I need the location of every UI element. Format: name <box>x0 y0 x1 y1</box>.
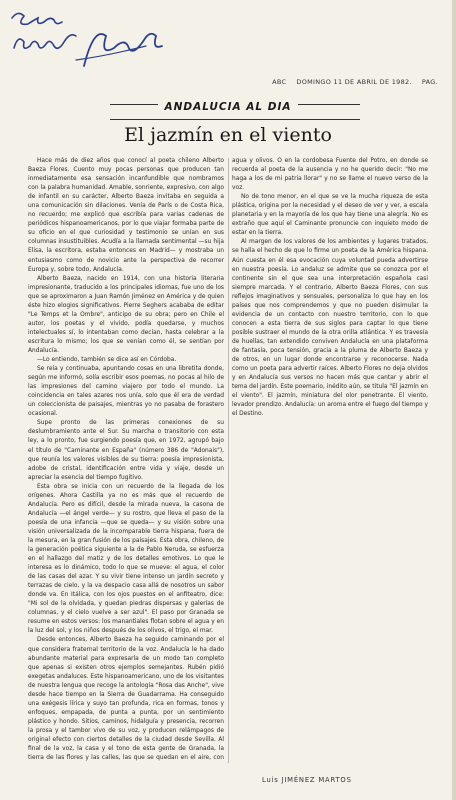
paragraph: Desde entonces, Alberto Baeza ha seguido caminando por el que considera fraternal territorio de la voz. Andalucía le ha dado abundante material para expresarla de un modo tan completo que apenas si existen otros ejemplos semejantes. Rubén pidió exegetas andaluces. Este hispanoamericano, uno de los visitantes de nuestra lengua que recoge la antología "Rosa das Anche", vive desde hace tiempo en la Sierra de Guadarrama. Ha conseguido una exégesis lírica y suyo tan profunda, rica en formas, tonos y enfoques, empapada, de punta a punta, por un sentimiento plástico y hondo. Sitios, caminos, hidalguía y presencia, recorren la prosa y el tambor vivo de su voz, y producen relámpagos de original efecto con ciertos detalles de la ciudad desde Sevilla. Al final de la voz, la casa y el tono de esta gente de Granada, la tierra de las flores y las calles, las que se quedan en el aire, con agua y olivos. O en la cordobesa Fuente del Potro, en donde se recuerda al poeta de la ausencia y no he querido decir: "No me haga a los de mi patria llorar" y no se llame el nuevo verso de la voz. <box>28 156 428 762</box>
handwritten-dedication <box>6 6 166 76</box>
publication-name: ABC <box>272 78 287 86</box>
section-heading <box>0 101 456 113</box>
paragraph: Supe pronto de las primeras conexiones de su deslumbramiento ante el Sur. Su marcha o transitorio con esta ley, a lo pronto, fue surgiendo poesía que, en 1972, agrupó bajo el título de "Caminante en España" (número 386 de "Adonais"), que reunía los valores visibles de su tierra: poesía impresionista, adobe de cristal, identificación entre vida y viaje, desde un apreciar la esencia del tiempo fugitivo. <box>28 418 224 481</box>
article-headline: El jazmín en el viento <box>124 124 332 146</box>
paragraph: Se reía y continuaba, apuntando cosas en una libretita donde, según me informó, solía escribir esos poemas, no pocas al hilo de las impresiones del camino viajero por todo el mundo. La coincidencia en tales azares nos unía, solo que él era de verdad un coleccionista de paisajes, mientras yo no pasaba de forastero ocasional. <box>28 364 224 418</box>
paragraph: Esta obra se inicia con un recuerdo de la llegada de los orígenes. Ahora Castilla ya no es más que el recuerdo de Andalucía. Pero es difícil, desde la mirada nueva, la casona de Andalucía —el ángel verde— y su rostro, que lleva el paso de la poesía de una infancia —que se queda— y su visión sobre una visión universalizada de la incomparable tierra hispana, fuera de la mesura, en la gran fusión de los paisajes. Esta obra, chileno, de la generación poética siguiente a la de Pablo Neruda, se esfuerza en el hallazgo del matiz y de los detalles emotivos. Lo que le interesa es lo dinámico, todo lo que se mueve: el agua, el color de las casas del azar. Y su vivir tiene intenso un jardín secreto y terrazas de cielo, y la va despacio casa allá de nosotros un sabor donde va. En Itálica, con los ojos puestos en el anfiteatro, dice: "Mi sol de la olvidada, y quedan piedras dispersas y galerías de columnas, y el cielo vuelve a ser azul". El paso por Granada se resume en estos versos: los manantiales flotan sobre el agua y en la luz del sol, y los niños después de los olivos, el trigo, el mar. <box>28 481 224 635</box>
page-edge <box>452 0 456 800</box>
page-label: PAG. <box>421 78 438 86</box>
article-body <box>28 156 428 770</box>
publication-date: DOMINGO 11 DE ABRIL DE 1982. <box>296 78 412 86</box>
paragraph: —Lo entiendo, también se dice así en Córdoba. <box>37 355 177 364</box>
masthead <box>168 78 438 86</box>
paragraph: Al margen de los valores de los ambientes y lugares tratados, se halla el hecho de que lo firme un poeta de la América hispana. Aún cuesta en él esa evocación cuya voluntad pueda advertirse en nuestra poesía. Lo andaluz se admite que se conozca por el continente sin el que sea una interpretación española casi siempre marcada. Y el contrario, Alberto Baeza Flores, con sus reflejos imaginativos y sensuales, personaliza lo que hay en los países que nos comprendemos y que no pueden disimular la evidencia de un contacto con nuestro territorio, con lo que conocen a esta tierra de sus siglos para captar lo que tiene posible sustraer el mundo de la otra orilla atlántica. Y es travesía de huellas, tan extendido conviven Andalucía en una plataforma de fantasía, poca tensión, gracia a la pluma de Alberto Baeza y de otros, en un lugar donde encontrarse y reconocerse. Nada como un poeta para advertir raíces. Alberto Flores no deja olvidos y en Andalucía sus versos no hacen más que cantar y abrir el tema del jardín. Este poemario, inédito aún, se titula "El jazmín en el viento". El jazmín, miniatura del olor penetrante. El viento, levador prendizo. Andalucía: un aroma entre el fuego del tiempo y el Destino. <box>232 237 428 418</box>
paragraph: Hace más de diez años que conocí al poeta chileno Alberto Baeza Flores. Cuento muy pocas personas que producen tan inmediatamente esa sensación incanfundible que nombramos con la palabra humanidad. Amable, sonriente, expresivo, con algo de infantil en su carácter, Alberto Baeza invitaba en seguida a una comunicación sin dilaciones. Venía de París o de Costa Rica, no recuerdo; me explicó que escribía para varias cadenas de periódicos hispanoamericanos, por lo que viajar formaba parte de su oficio en el que curiosidad y testimonio se unían en sus columnas insustituibles. Acudía a la llamada sentimental —su hija Elisa, la escritora, estaba entonces en Madrid— y mostraba un entusiasmo como de novicio ante la perspectiva de recorrer Europa y, sobre todo, Andalucía. <box>28 156 224 273</box>
author-byline: Luis JIMÉNEZ MARTOS <box>262 776 352 784</box>
paragraph: Alberto Baeza, nacido en 1914, con una historia literaria impresionante, traducido a los principales idiomas, fue uno de los que se aproximaron a Juan Ramón Jiménez en América y de quien éste hizo elogios significativos. Pierre Seghers acababa de editar "Le Temps et la Ombre", anticipo de su obra; pero en Chile el autor, los poetas y el vivido, podía quedarse, y muchos intelectuales sí, lo intentaban como decían, hasta celebrar a la escritura lo mismo; los que se venían como él, se sentían por Andalucía. <box>28 273 224 354</box>
section-heading-text: ANDALUCIA AL DIA <box>158 101 297 113</box>
paragraph: No de tono menor, en el que se ve la mucha riqueza de esta plástica, origina por la necesidad y el deseo de ver y ver, a escala planetaria y en la mayoría de los que hay tiene una alegría. No es extraño que aquí el Caminante pronuncie con inquieto modo de estar en la tierra. <box>232 192 428 237</box>
